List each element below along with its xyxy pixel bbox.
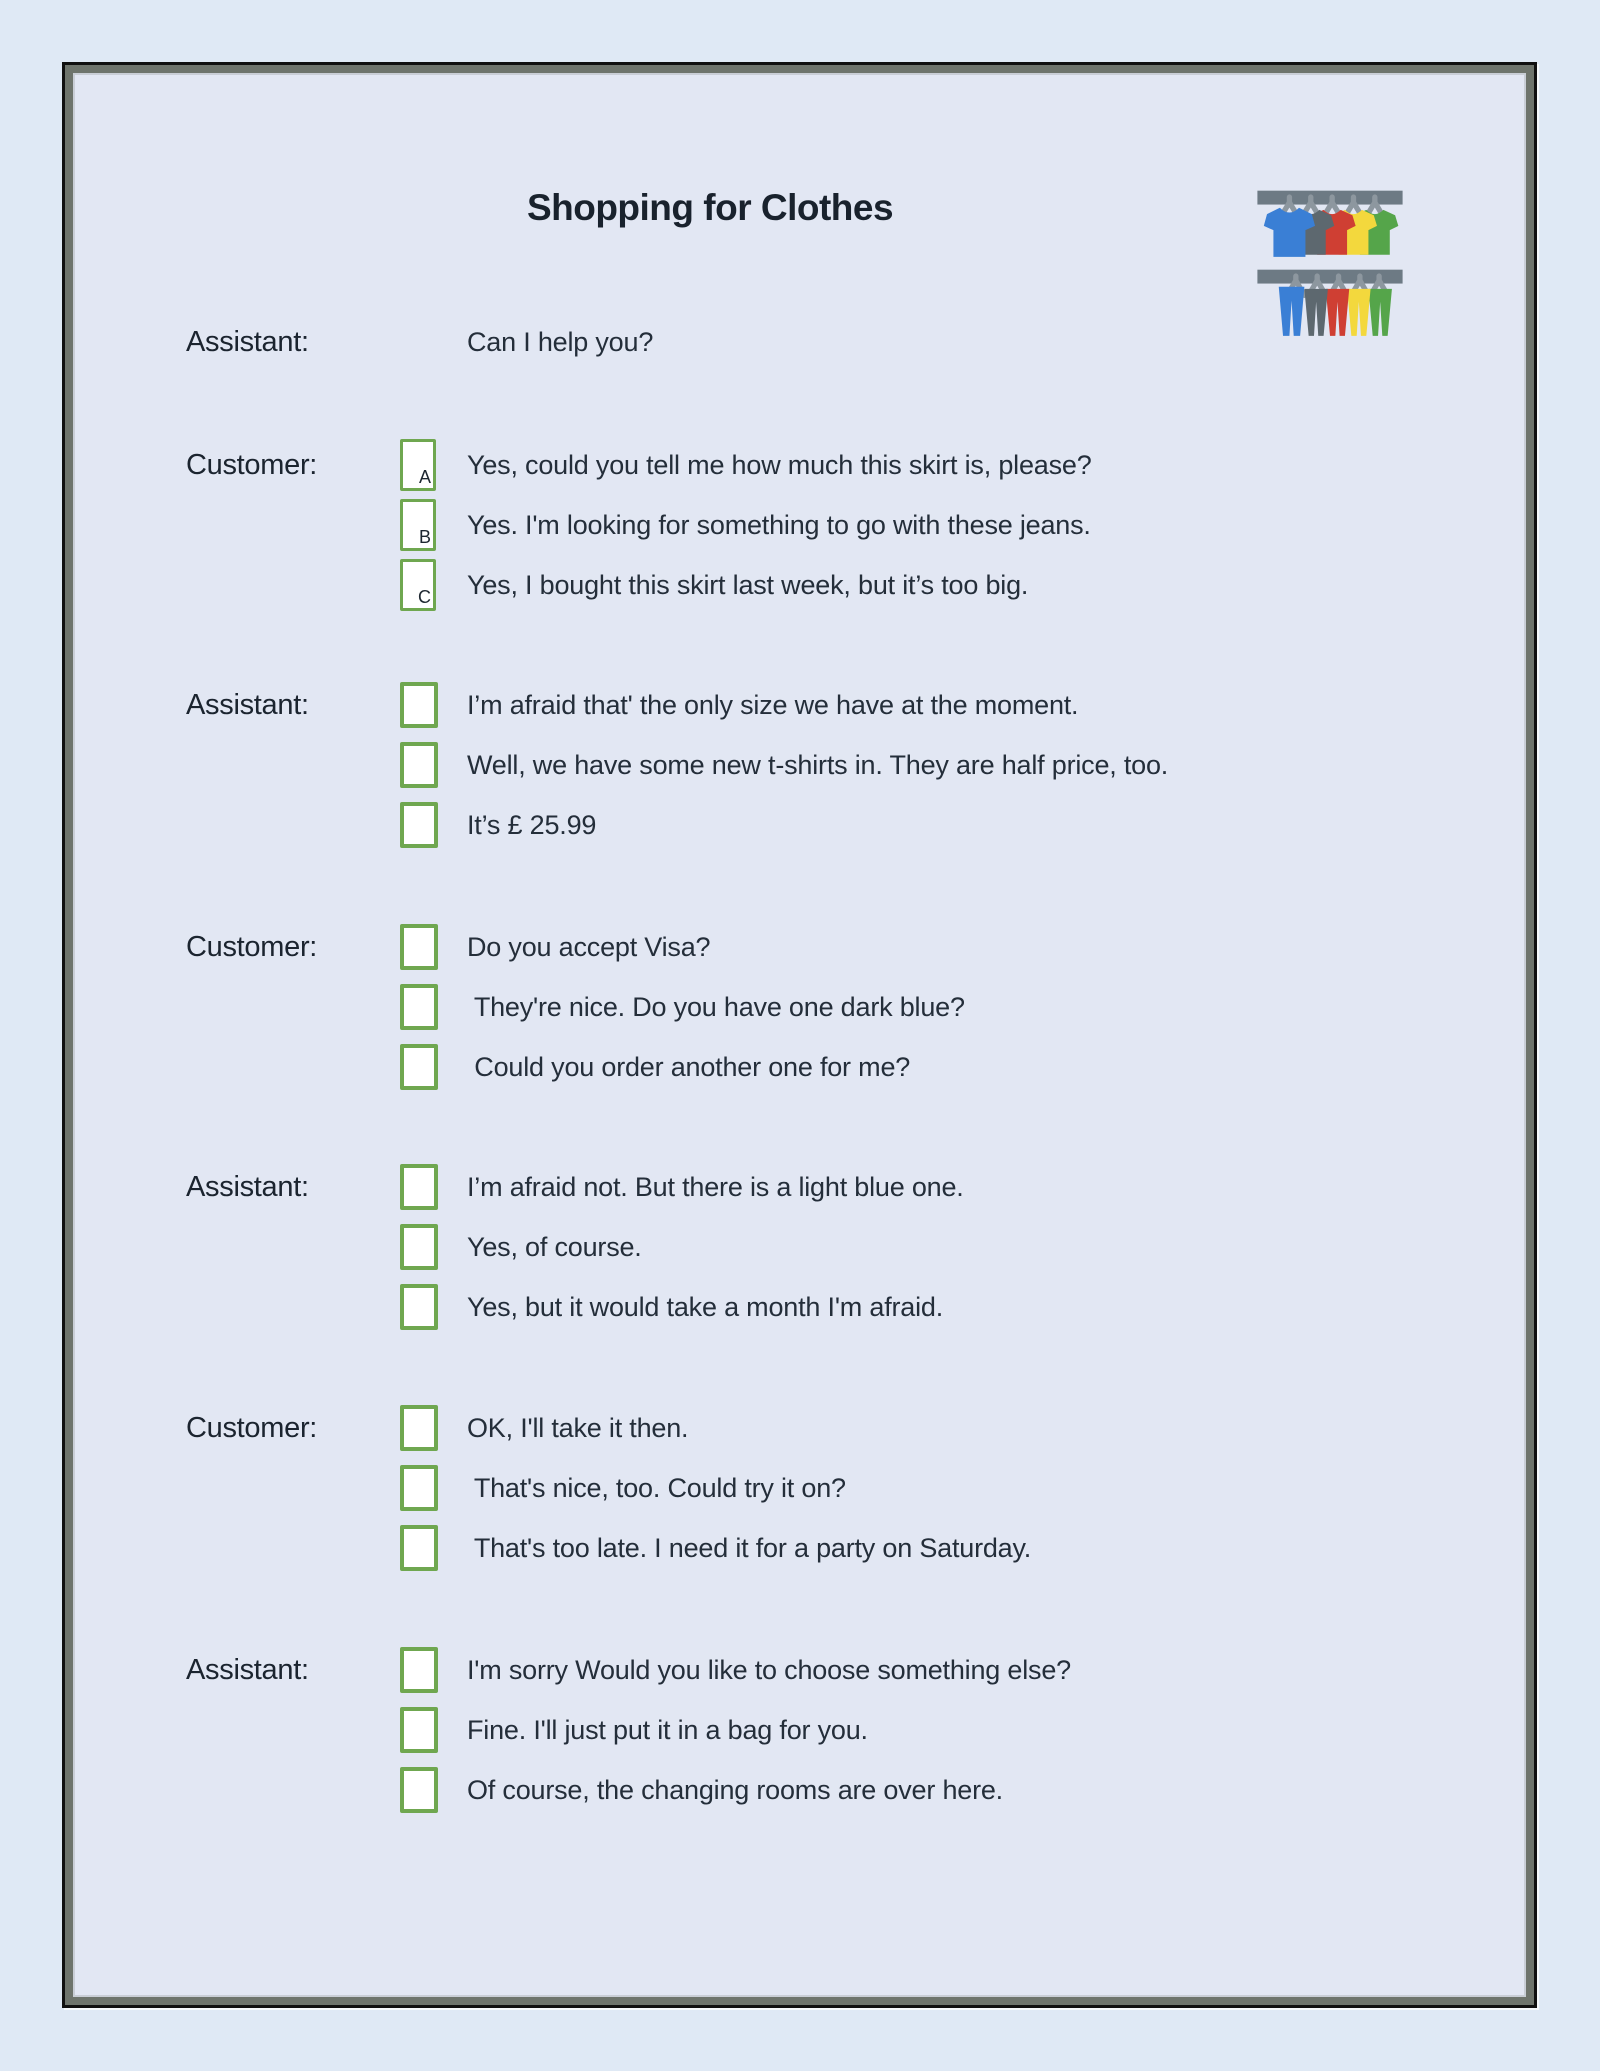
dialogue-section (186, 1398, 1494, 1578)
page-frame (62, 62, 1537, 2008)
speaker-label: Assistant: (186, 326, 309, 358)
dialogue-text: Do you accept Visa? (467, 931, 711, 962)
worksheet-content (75, 75, 1524, 1995)
dialogue-text: I'm sorry Would you like to choose something else? (467, 1654, 1071, 1685)
dialogue-text: Yes, could you tell me how much this skirt is, please? (467, 449, 1092, 480)
dialogue-row (400, 917, 965, 977)
dialogue-row (400, 1217, 964, 1277)
dialogue-row (400, 977, 965, 1037)
dialogue-text: OK, I'll take it then. (467, 1412, 689, 1443)
answer-checkbox[interactable] (400, 1405, 438, 1451)
dialogue-row (400, 1760, 1071, 1820)
answer-checkbox[interactable] (400, 802, 438, 848)
dialogue-row (400, 1277, 964, 1337)
dialogue-text: That's too late. I need it for a party on Saturday. (467, 1532, 1032, 1563)
answer-checkbox[interactable] (400, 1465, 438, 1511)
dialogue-row (400, 1518, 1031, 1578)
answer-checkbox[interactable] (400, 924, 438, 970)
dialogue-row (400, 1398, 1031, 1458)
speaker-label: Assistant: (186, 1654, 309, 1686)
answer-checkbox[interactable] (400, 1284, 438, 1330)
dialogue-text: Yes, of course. (467, 1231, 642, 1262)
dialogue-section (186, 675, 1494, 855)
answer-checkbox[interactable] (400, 1647, 438, 1693)
answer-checkbox[interactable] (400, 1164, 438, 1210)
answer-checkbox[interactable] (400, 439, 436, 491)
checkbox-letter: B (418, 527, 431, 547)
page-frame-inner (73, 73, 1526, 1997)
dialogue-text: Of course, the changing rooms are over here. (467, 1774, 1003, 1805)
dialogue-text: They're nice. Do you have one dark blue? (467, 991, 965, 1022)
dialogue-text: That's nice, too. Could try it on? (467, 1472, 846, 1503)
dialogue-text: Could you order another one for me? (467, 1051, 911, 1082)
checkbox-letter: C (418, 587, 431, 607)
dialogue-text: Well, we have some new t-shirts in. They are half price, too. (467, 749, 1169, 780)
answer-checkbox[interactable] (400, 1525, 438, 1571)
dialogue-row (400, 1700, 1071, 1760)
dialogue-row (400, 1458, 1031, 1518)
dialogue-text: Yes, but it would take a month I'm afraid. (467, 1291, 944, 1322)
answer-checkbox[interactable] (400, 1767, 438, 1813)
dialogue-text: Fine. I'll just put it in a bag for you. (467, 1714, 868, 1745)
speaker-label: Customer: (186, 931, 318, 963)
dialogue-row (400, 555, 1092, 615)
dialogue-text: Yes, I bought this skirt last week, but it’s too big. (467, 569, 1029, 600)
dialogue-section (186, 1157, 1494, 1337)
dialogue-section (186, 435, 1494, 615)
dialogue-section (186, 917, 1494, 1097)
answer-checkbox[interactable] (400, 559, 436, 611)
dialogue-text: Yes. I'm looking for something to go with these jeans. (467, 509, 1091, 540)
answer-checkbox[interactable] (400, 984, 438, 1030)
dialogue-section (186, 1640, 1494, 1820)
dialogue-section (186, 312, 1494, 372)
speaker-label: Assistant: (186, 689, 309, 721)
speaker-label: Customer: (186, 449, 318, 481)
answer-checkbox[interactable] (400, 682, 438, 728)
page-title: Shopping for Clothes (526, 187, 894, 228)
dialogue-row (400, 495, 1092, 555)
answer-checkbox[interactable] (400, 742, 438, 788)
dialogue-row (400, 735, 1168, 795)
answer-checkbox[interactable] (400, 1044, 438, 1090)
answer-checkbox[interactable] (400, 499, 436, 551)
dialogue-text: I’m afraid that' the only size we have at the moment. (467, 689, 1079, 720)
dialogue-row (400, 312, 653, 372)
dialogue-text: It’s £ 25.99 (467, 809, 597, 840)
checkbox-letter: A (418, 467, 431, 487)
shirts (1264, 208, 1399, 257)
speaker-label: Customer: (186, 1412, 318, 1444)
dialogue-row (400, 1037, 965, 1097)
dialogue-row (400, 795, 1168, 855)
dialogue-row (400, 675, 1168, 735)
dialogue-text: I’m afraid not. But there is a light blue one. (467, 1171, 964, 1202)
speaker-label: Assistant: (186, 1171, 309, 1203)
dialogue-row (400, 435, 1092, 495)
dialogue-text: Can I help you? (467, 326, 654, 357)
answer-checkbox[interactable] (400, 1707, 438, 1753)
dialogue-row (400, 1157, 964, 1217)
dialogue-row (400, 1640, 1071, 1700)
answer-checkbox[interactable] (400, 1224, 438, 1270)
